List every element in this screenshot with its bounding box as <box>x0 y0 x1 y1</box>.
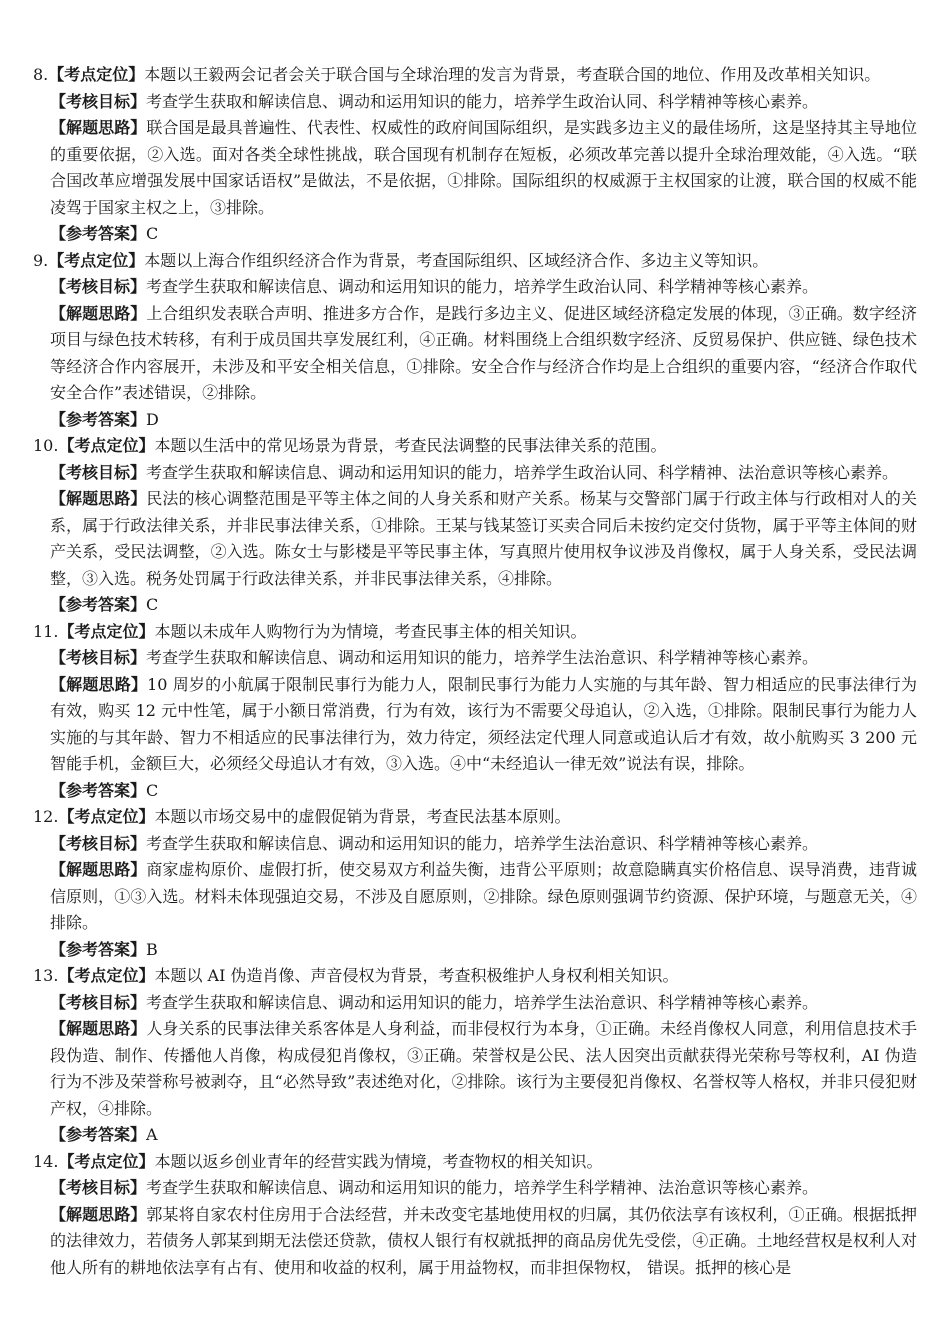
idea-paragraph <box>33 857 917 937</box>
goal-text: 考查学生获取和解读信息、调动和运用知识的能力，培养学生法治意识、科学精神等核心素养。 <box>146 992 819 1012</box>
locate-tag: 【考点定位】 <box>58 1151 155 1171</box>
answer-text: B <box>146 939 158 959</box>
idea-tag: 【解题思路】 <box>50 1204 147 1224</box>
locate-tag: 【考点定位】 <box>58 807 155 826</box>
answer-sheet-page <box>33 62 917 1281</box>
locate-text: 本题以市场交易中的虚假促销为背景，考查民法基本原则。 <box>154 807 571 826</box>
goal-tag: 【考核目标】 <box>50 91 147 111</box>
idea-paragraph <box>33 672 917 778</box>
question-number: 13. <box>33 966 59 985</box>
locate-tag: 【考点定位】 <box>58 621 155 641</box>
question-number: 11. <box>33 621 59 641</box>
question-number: 12. <box>33 807 59 826</box>
goal-line <box>33 1175 917 1202</box>
answer-text: C <box>146 595 159 614</box>
goal-line <box>33 831 917 858</box>
question-number: 10. <box>33 436 59 455</box>
locate-tag: 【考点定位】 <box>58 436 155 455</box>
idea-paragraph <box>33 486 917 592</box>
question-13 <box>33 963 917 1149</box>
goal-line <box>33 89 917 116</box>
idea-text: 民法的核心调整范围是平等主体之间的人身关系和财产关系。杨某与交警部门属于行政主体与行政相对人的关系，属于行政法律关系，并非民事法律关系，①排除。王某与钱某签订买卖合同后未按约定交付货物，属于平等主体间的财产关系，受民法调整，②入选。陈女士与影楼是平等民事主体，写真照片使用权争议涉及肖像权，属于人身关系，受民法调整，③入选。税务处罚属于行政法律关系，并非民事法律关系，④排除。 <box>50 489 917 588</box>
locate-line <box>33 62 917 89</box>
idea-text: 商家虚构原价、虚假打折，使交易双方利益失衡，违背公平原则；故意隐瞒真实价格信息、误导消费，违背诚信原则，①③入选。材料未体现强迫交易，不涉及自愿原则，②排除。绿色原则强调节约资源、保护环境，与题意无关，④排除。 <box>50 860 917 932</box>
answer-tag: 【参考答案】 <box>50 939 147 959</box>
answer-text: A <box>146 1125 158 1144</box>
goal-tag: 【考核目标】 <box>50 648 147 667</box>
goal-line <box>33 645 917 672</box>
answer-tag: 【参考答案】 <box>50 780 147 800</box>
locate-text: 本题以王毅两会记者会关于联合国与全球治理的发言为背景，考查联合国的地位、作用及改革相关知识。 <box>144 65 881 84</box>
answer-line <box>33 592 917 619</box>
answer-line <box>33 937 917 964</box>
goal-line <box>33 274 917 301</box>
locate-tag: 【考点定位】 <box>58 966 155 985</box>
answer-tag: 【参考答案】 <box>50 409 147 429</box>
locate-text: 本题以未成年人购物行为为情境，考查民事主体的相关知识。 <box>154 621 587 641</box>
locate-tag: 【考点定位】 <box>48 65 145 84</box>
idea-tag: 【解题思路】 <box>50 303 147 323</box>
idea-tag: 【解题思路】 <box>50 118 147 137</box>
goal-text: 考查学生获取和解读信息、调动和运用知识的能力，培养学生法治意识、科学精神等核心素养。 <box>146 833 819 853</box>
goal-text: 考查学生获取和解读信息、调动和运用知识的能力，培养学生政治认同、科学精神、法治意识等核心素养。 <box>146 462 899 482</box>
locate-line <box>33 619 917 646</box>
goal-line <box>33 990 917 1017</box>
goal-text: 考查学生获取和解读信息、调动和运用知识的能力，培养学生科学精神、法治意识等核心素养。 <box>146 1178 819 1197</box>
question-9 <box>33 248 917 434</box>
answer-tag: 【参考答案】 <box>50 224 147 243</box>
idea-paragraph <box>33 1016 917 1122</box>
question-number: 9. <box>33 250 49 270</box>
question-8 <box>33 62 917 248</box>
goal-tag: 【考核目标】 <box>50 833 147 853</box>
idea-text: 10 周岁的小航属于限制民事行为能力人，限制民事行为能力人实施的与其年龄、智力相适应的民事法律行为有效，购买 12 元中性笔，属于小额日常消费，行为有效，该行为不需要父母追认，②入选，①排除。限制民事行为能力人实施的与其年龄、智力不相适应的民事法律行为，效力待定，须经法定代理人同意或追认后才有效，故小航购买 3 200 元智能手机，金额巨大，必须经父母追认才有效，③入选。④中“未经追认一律无效”说法有误，排除。 <box>50 674 917 773</box>
idea-text: 联合国是最具普遍性、代表性、权威性的政府间国际组织，是实践多边主义的最佳场所，这是坚持其主导地位的重要依据，②入选。面对各类全球性挑战，联合国现有机制存在短板，必须改革完善以提升全球治理效能，④入选。“联合国改革应增强发展中国家话语权”是做法，不是依据，①排除。国际组织的权威源于主权国家的让渡，联合国的权威不能凌驾于国家主权之上，③排除。 <box>50 118 917 217</box>
goal-tag: 【考核目标】 <box>50 992 147 1012</box>
idea-tag: 【解题思路】 <box>50 1019 147 1038</box>
idea-paragraph <box>33 115 917 221</box>
idea-paragraph <box>33 1202 917 1282</box>
goal-text: 考查学生获取和解读信息、调动和运用知识的能力，培养学生政治认同、科学精神等核心素养。 <box>146 91 819 111</box>
idea-text: 人身关系的民事法律关系客体是人身利益，而非侵权行为本身，①正确。未经肖像权人同意，利用信息技术手段伪造、制作、传播他人肖像，构成侵犯肖像权，③正确。荣誉权是公民、法人因突出贡献获得光荣称号等权利，AI 伪造行为不涉及荣誉称号被剥夺，且“必然导致”表述绝对化，②排除。该行为主要侵犯肖像权、名誉权等人格权，并非只侵犯财产权，④排除。 <box>50 1019 917 1118</box>
answer-text: D <box>146 409 159 429</box>
question-14 <box>33 1149 917 1282</box>
answer-text: C <box>146 224 159 243</box>
answer-text: C <box>146 780 159 800</box>
idea-tag: 【解题思路】 <box>50 860 147 879</box>
goal-text: 考查学生获取和解读信息、调动和运用知识的能力，培养学生法治意识、科学精神等核心素养。 <box>146 648 819 667</box>
goal-tag: 【考核目标】 <box>50 277 147 296</box>
idea-tag: 【解题思路】 <box>50 489 147 508</box>
question-12 <box>33 804 917 963</box>
locate-line <box>33 248 917 275</box>
goal-tag: 【考核目标】 <box>50 462 147 482</box>
locate-text: 本题以返乡创业青年的经营实践为情境，考查物权的相关知识。 <box>154 1151 603 1171</box>
answer-line <box>33 778 917 805</box>
locate-line <box>33 1149 917 1176</box>
question-11 <box>33 619 917 805</box>
question-number: 8. <box>33 65 49 84</box>
locate-text: 本题以生活中的常见场景为背景，考查民法调整的民事法律关系的范围。 <box>154 436 667 455</box>
idea-text: 上合组织发表联合声明、推进多方合作，是践行多边主义、促进区域经济稳定发展的体现，③正确。数字经济项目与绿色技术转移，有利于成员国共享发展红利，④正确。材料围绕上合组织数字经济、反贸易保护、供应链、绿色技术等经济合作内容展开，未涉及和平安全相关信息，①排除。安全合作与经济合作均是上合组织的重要内容，“经济合作取代安全合作”表述错误，②排除。 <box>50 303 917 402</box>
question-number: 14. <box>33 1151 59 1171</box>
locate-line <box>33 804 917 831</box>
answer-tag: 【参考答案】 <box>50 1125 147 1144</box>
answer-line <box>33 1122 917 1149</box>
answer-line <box>33 407 917 434</box>
goal-tag: 【考核目标】 <box>50 1178 147 1197</box>
answer-line <box>33 221 917 248</box>
idea-text: 郭某将自家农村住房用于合法经营，并未改变宅基地使用权的归属，其仍依法享有该权利，①正确。根据抵押的法律效力，若债务人郭某到期无法偿还贷款，债权人银行有权就抵押的商品房优先受偿，④正确。土地经营权是权利人对他人所有的耕地依法享有占有、使用和收益的权利，属于用益物权，而非担保物权， 错误。抵押的核心是 <box>50 1204 917 1277</box>
question-10 <box>33 433 917 619</box>
idea-tag: 【解题思路】 <box>50 674 148 694</box>
locate-text: 本题以 AI 伪造肖像、声音侵权为背景，考查积极维护人身权利相关知识。 <box>154 966 679 985</box>
locate-line <box>33 433 917 460</box>
idea-paragraph <box>33 301 917 407</box>
goal-line <box>33 460 917 487</box>
locate-line <box>33 963 917 990</box>
locate-text: 本题以上海合作组织经济合作为背景，考查国际组织、区域经济合作、多边主义等知识。 <box>144 250 769 270</box>
locate-tag: 【考点定位】 <box>48 250 145 270</box>
answer-tag: 【参考答案】 <box>50 595 147 614</box>
goal-text: 考查学生获取和解读信息、调动和运用知识的能力，培养学生政治认同、科学精神等核心素养。 <box>146 277 819 296</box>
